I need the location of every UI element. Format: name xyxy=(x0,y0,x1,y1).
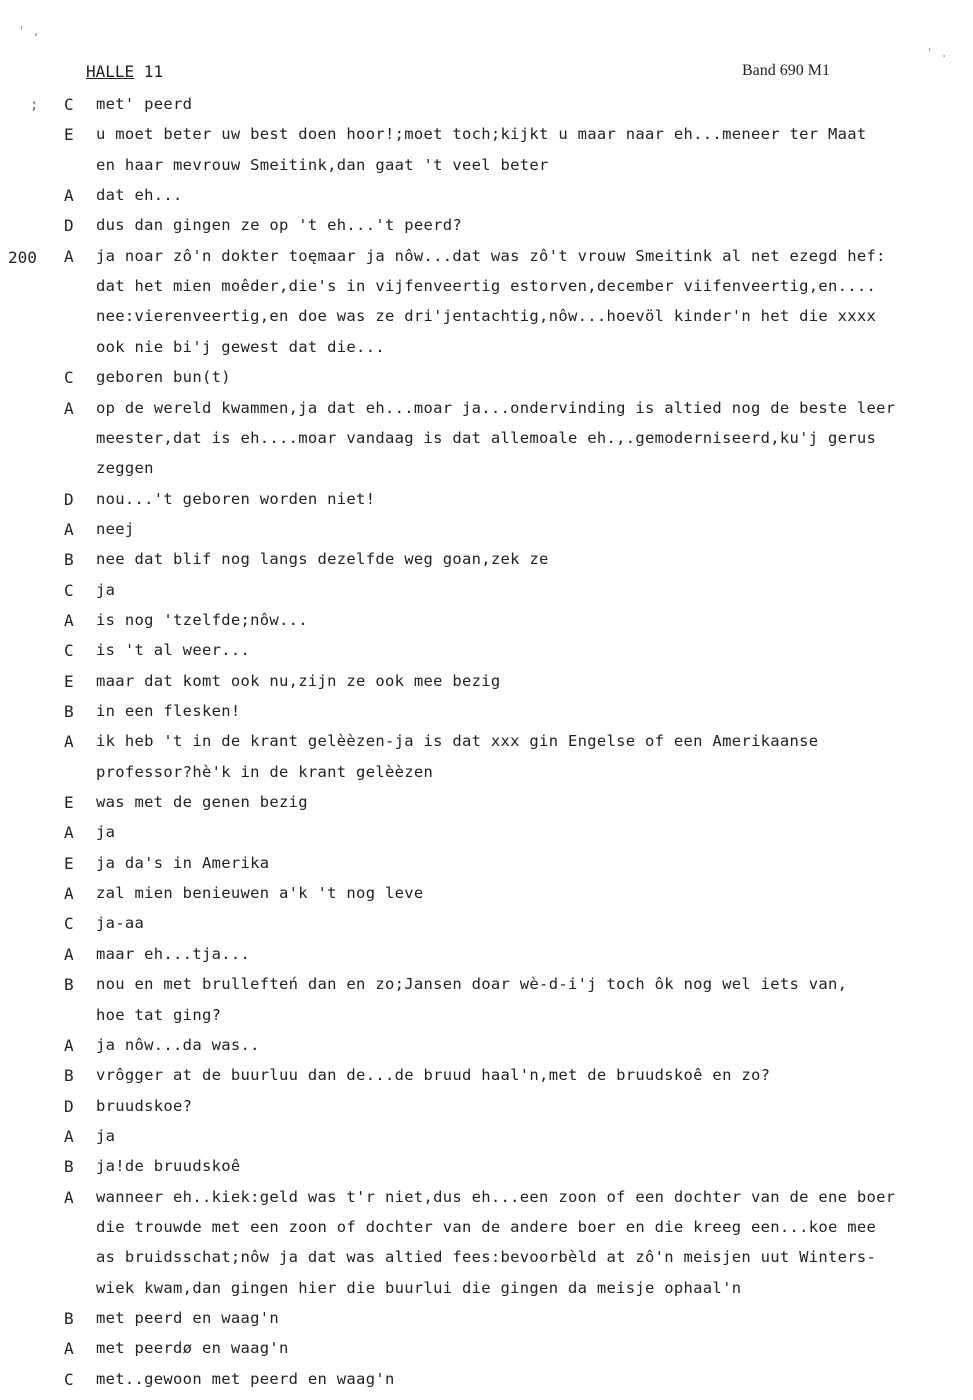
transcript-line xyxy=(0,732,973,762)
utterance-text: ja xyxy=(96,1126,116,1145)
utterance-text: wiek kwam,dan gingen hier die buurlui die gingen da meisje ophaal'n xyxy=(96,1278,742,1297)
transcript-line xyxy=(0,1248,973,1278)
transcript-line xyxy=(0,914,973,944)
transcript-line xyxy=(0,338,973,368)
transcript-line xyxy=(0,1309,973,1339)
transcript-line xyxy=(0,95,973,125)
utterance-text: met..gewoon met peerd en waag'n xyxy=(96,1369,395,1388)
utterance-text: hoe tat ging? xyxy=(96,1005,222,1024)
utterance-text: maar dat komt ook nu,zijn ze ook mee bezig xyxy=(96,671,501,690)
speaker-label: A xyxy=(64,944,74,964)
utterance-text: meester,dat is eh....moar vandaag is dat allemoale eh.,.gemoderniseerd,ku'j gerus xyxy=(96,428,877,447)
utterance-text: nee:vierenveertig,en doe was ze dri'jentachtig,nôw...hoevöl kinder'n het die xxxx xyxy=(96,307,877,326)
utterance-text: neej xyxy=(96,519,135,538)
speaker-label: C xyxy=(64,580,74,600)
speaker-label: A xyxy=(64,823,74,843)
utterance-text: as bruidsschat;nôw ja dat was altied fees:bevoorbèld at zô'n meisjen uut Winters- xyxy=(96,1248,877,1267)
utterance-text: geboren bun(t) xyxy=(96,368,231,387)
utterance-text: ja nôw...da was.. xyxy=(96,1035,260,1054)
speaker-label: C xyxy=(64,368,74,388)
transcript-line xyxy=(0,247,973,277)
utterance-text: ja noar zô'n dokter toęmaar ja nôw...dat was zô't vrouw Smeitink al net ezegd hef: xyxy=(96,246,886,265)
transcript-line xyxy=(0,307,973,337)
transcript-line xyxy=(0,459,973,489)
utterance-text: dat het mien moêder,die's in vijfenveertig estorven,december viifenveertig,en.... xyxy=(96,277,877,296)
utterance-text: zal mien benieuwen a'k 't nog leve xyxy=(96,884,424,903)
transcript-line xyxy=(0,1066,973,1096)
speaker-label: B xyxy=(64,550,74,570)
speaker-label: B xyxy=(64,1309,74,1328)
utterance-text: bruudskoe? xyxy=(96,1096,193,1115)
transcript-line xyxy=(0,763,973,793)
utterance-text: wanneer eh..kiek:geld was t'r niet,dus eh...een zoon of een dochter van de ene boer xyxy=(96,1187,896,1206)
utterance-text: die trouwde met een zoon of dochter van de andere boer en die kreeg een...koe mee xyxy=(96,1217,877,1236)
transcript-line xyxy=(0,520,973,550)
transcript-line xyxy=(0,945,973,975)
transcript-line xyxy=(0,1339,973,1369)
utterance-text: maar eh...tja... xyxy=(96,944,251,963)
utterance-text: ik heb 't in de krant gelèèzen-ja is dat xxx gin Engelse of een Amerikaanse xyxy=(96,732,819,751)
transcript-line xyxy=(0,1127,973,1157)
utterance-text: in een flesken! xyxy=(96,702,241,720)
speaker-label: E xyxy=(64,853,74,873)
utterance-text: en haar mevrouw Smeitink,dan gaat 't veel beter xyxy=(96,155,549,174)
speaker-label: A xyxy=(64,1339,74,1359)
utterance-text: ja xyxy=(96,823,116,842)
speaker-label: E xyxy=(64,671,74,691)
utterance-text: ook nie bi'j gewest dat die... xyxy=(96,337,385,356)
corner-mark: ' . xyxy=(926,46,948,60)
utterance-text: ja-aa xyxy=(96,914,145,933)
speaker-label: C xyxy=(64,641,74,661)
transcript-line xyxy=(0,156,973,186)
utterance-text: op de wereld kwammen,ja dat eh...moar ja...ondervinding is altied nog de beste leer xyxy=(96,398,896,417)
speaker-label: A xyxy=(64,1126,74,1146)
page-header-title xyxy=(86,62,163,81)
transcript-line xyxy=(0,975,973,1005)
speaker-label: B xyxy=(64,975,74,995)
speaker-label: A xyxy=(64,246,74,266)
page-header-band: Band 690 M1 xyxy=(742,62,830,79)
utterance-text: ja xyxy=(96,580,116,599)
transcript-line xyxy=(0,884,973,914)
speaker-label: D xyxy=(64,489,74,509)
transcript-line xyxy=(0,793,973,823)
speaker-label: A xyxy=(64,1035,74,1055)
transcript-line xyxy=(0,1370,973,1400)
utterance-text: ja!de bruudskoê xyxy=(96,1157,241,1176)
transcript-line xyxy=(0,823,973,853)
utterance-text: met peerdø en waag'n xyxy=(96,1339,289,1358)
transcript-line xyxy=(0,1097,973,1127)
speaker-label: C xyxy=(64,1369,74,1389)
utterance-text: met' peerd xyxy=(96,95,193,113)
transcript-line xyxy=(0,277,973,307)
utterance-text: ja da's in Amerika xyxy=(96,853,270,872)
speaker-label: A xyxy=(64,398,74,418)
speaker-label: C xyxy=(64,95,74,114)
transcript-line xyxy=(0,1157,973,1187)
transcript-line xyxy=(0,429,973,459)
speaker-label: C xyxy=(64,914,74,934)
utterance-text: dus dan gingen ze op 't eh...'t peerd? xyxy=(96,216,463,235)
transcript-line xyxy=(0,1279,973,1309)
transcript-line xyxy=(0,399,973,429)
utterance-text: professor?hè'k in de krant gelèèzen xyxy=(96,762,434,781)
transcript-line xyxy=(0,1218,973,1248)
utterance-text: vrôgger at de buurluu dan de...de bruud haal'n,met de bruudskoê en zo? xyxy=(96,1066,771,1085)
transcript-line xyxy=(0,1006,973,1036)
speaker-label: D xyxy=(64,216,74,236)
transcript-line xyxy=(0,216,973,246)
transcript-line xyxy=(0,186,973,216)
transcript-line xyxy=(0,702,973,732)
utterance-text: is 't al weer... xyxy=(96,641,251,660)
speaker-label: A xyxy=(64,1187,74,1207)
header-title-number: 11 xyxy=(134,62,164,81)
line-number-marker: 200 xyxy=(8,248,37,267)
transcript-line xyxy=(0,641,973,671)
utterance-text: nou...'t geboren worden niet! xyxy=(96,489,376,508)
speaker-label: A xyxy=(64,884,74,904)
transcript-line xyxy=(0,1188,973,1218)
transcript-line xyxy=(0,490,973,520)
margin-mark: ; xyxy=(30,97,39,113)
speaker-label: E xyxy=(64,793,74,813)
transcript-line xyxy=(0,125,973,155)
transcript-line xyxy=(0,672,973,702)
utterance-text: u moet beter uw best doen hoor!;moet toch;kijkt u maar naar eh...meneer ter Maat xyxy=(96,125,867,144)
speaker-label: B xyxy=(64,702,74,721)
utterance-text: met peerd en waag'n xyxy=(96,1309,280,1327)
utterance-text: nee dat blif nog langs dezelfde weg goan,zek ze xyxy=(96,550,549,569)
transcript-line xyxy=(0,581,973,611)
speaker-label: A xyxy=(64,732,74,752)
transcript-line xyxy=(0,854,973,884)
speaker-label: A xyxy=(64,610,74,630)
utterance-text: nou en met brullefteń dan en zo;Jansen doar wè-d-i'j toch ôk nog wel iets van, xyxy=(96,975,848,994)
utterance-text: is nog 'tzelfde;nôw... xyxy=(96,610,308,629)
speaker-label: A xyxy=(64,186,74,206)
transcript-line xyxy=(0,550,973,580)
transcript-line xyxy=(0,1036,973,1066)
speaker-label: B xyxy=(64,1157,74,1177)
header-title-part: HALLE xyxy=(86,62,135,81)
utterance-text: was met de genen bezig xyxy=(96,793,308,812)
utterance-text: zeggen xyxy=(96,459,154,478)
corner-mark: ' , xyxy=(18,24,40,38)
utterance-text: dat eh... xyxy=(96,186,183,205)
speaker-label: D xyxy=(64,1096,74,1116)
speaker-label: A xyxy=(64,519,74,539)
transcript-line xyxy=(0,611,973,641)
speaker-label: B xyxy=(64,1066,74,1086)
transcript-line xyxy=(0,368,973,398)
speaker-label: E xyxy=(64,125,74,145)
